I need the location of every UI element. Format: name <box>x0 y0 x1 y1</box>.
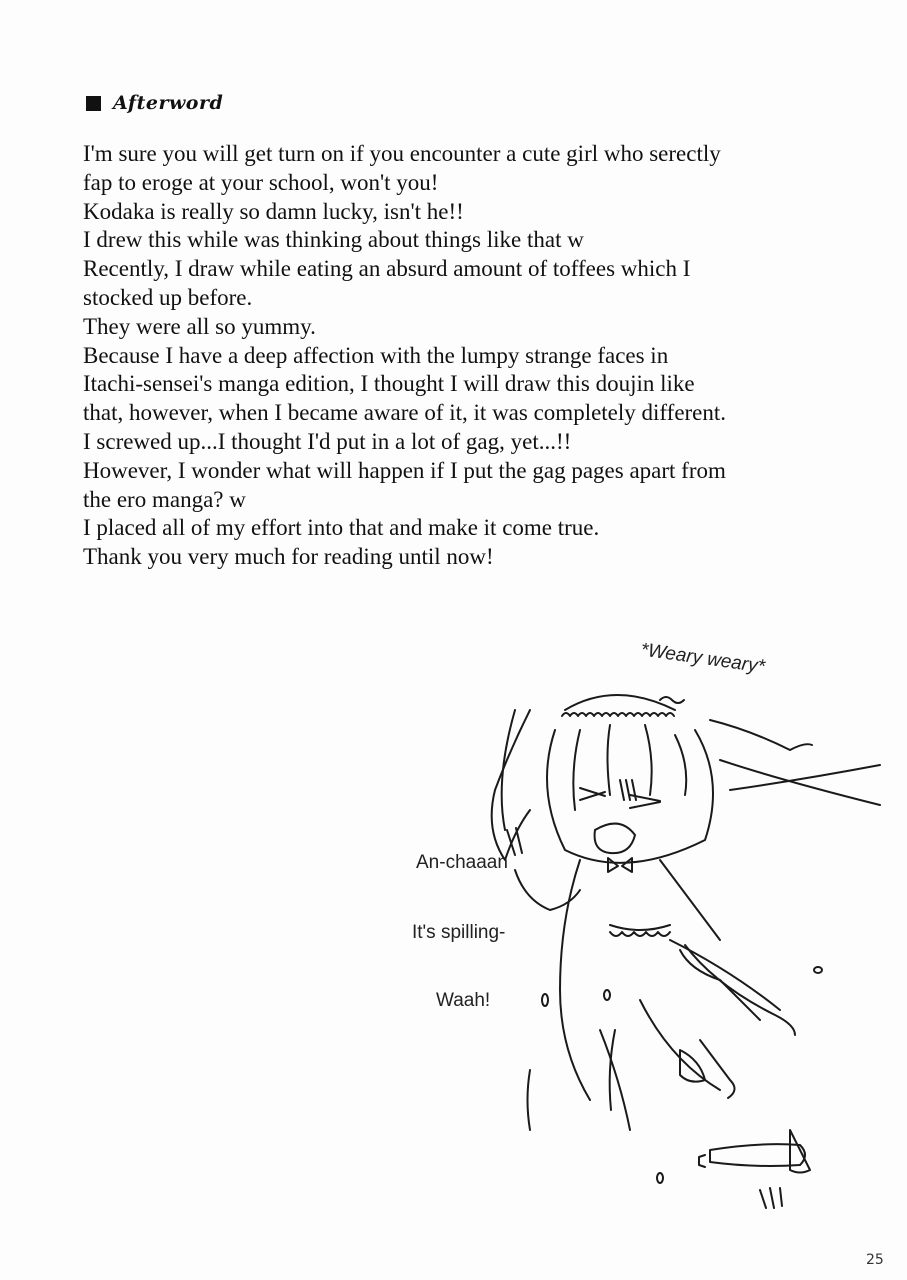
body-line: Kodaka is really so damn lucky, isn't he!! <box>83 198 464 224</box>
body-line: I'm sure you will get turn on if you encounter a cute girl who serectly <box>83 141 721 166</box>
body-line: Recently, I draw while eating an absurd amount of toffees which I <box>83 256 691 282</box>
body-line: that, however, when I became aware of it, it was completely different. <box>83 400 727 426</box>
afterword-body <box>83 140 783 572</box>
body-line: I screwed up...I thought I'd put in a lot of gag, yet...!! <box>83 428 572 454</box>
body-line: I drew this while was thinking about things like that w <box>83 227 584 253</box>
body-line: I placed all of my effort into that and make it come true. <box>83 515 600 541</box>
body-line: fap to eroge at your school, won't you! <box>83 169 439 195</box>
heading-title: Afterword <box>113 92 224 114</box>
body-line: However, I wonder what will happen if I put the gag pages apart from <box>83 457 726 483</box>
body-line: the ero manga? w <box>83 486 246 512</box>
body-line: They were all so yummy. <box>83 313 316 339</box>
body-line: Because I have a deep affection with the lumpy strange faces in <box>83 342 669 368</box>
chibi-maid-girl-sketch-icon <box>470 670 890 1220</box>
sfx-anchaan: An-chaaan <box>416 852 508 873</box>
page-number: 25 <box>866 1252 884 1268</box>
sfx-weary: *Weary weary* <box>639 639 767 678</box>
body-line: stocked up before. <box>83 284 253 310</box>
black-square-icon <box>86 96 101 111</box>
body-line: Thank you very much for reading until now! <box>83 544 494 570</box>
afterword-heading <box>86 92 223 114</box>
sfx-spilling: It's spilling- <box>412 922 506 943</box>
body-line: Itachi-sensei's manga edition, I thought I will draw this doujin like <box>83 371 695 397</box>
sfx-waah: Waah! <box>436 990 491 1011</box>
